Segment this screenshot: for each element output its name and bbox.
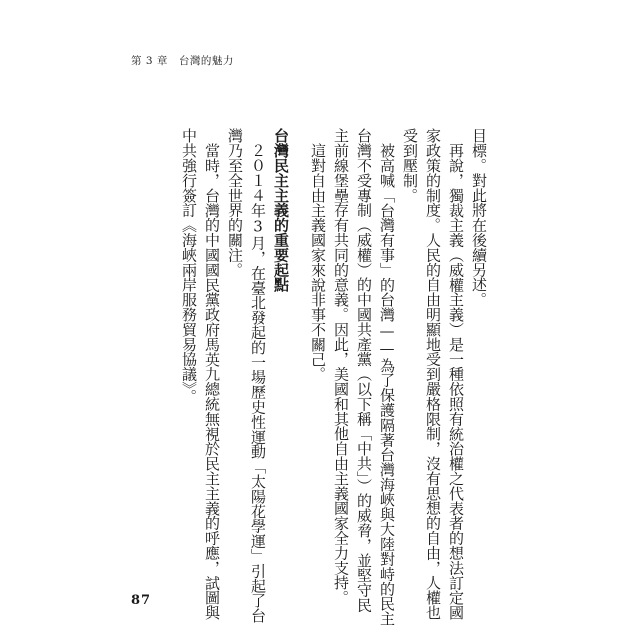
- text-column: 再說，獨裁主義（威權主義）是一種依照有統治權之代表者的想法訂定國: [447, 143, 465, 620]
- running-header: 第 3 章 台灣的魅力: [131, 55, 234, 67]
- text-column: 這對自由主義國家來說非事不關己。: [309, 143, 327, 382]
- section-gap: [292, 128, 306, 568]
- text-column: 目標。對此將在後續另述。: [470, 128, 488, 307]
- text-column: 台灣不受專制（威權）的中國共產黨（以下稱「中共」）的威脅，並堅守民: [355, 128, 373, 613]
- text-column: 中共強行簽訂《海峽兩岸服務貿易協議》。: [180, 128, 198, 404]
- section-heading: 台灣民主主義的重要起點: [272, 128, 290, 292]
- text-column: 受到壓制。: [401, 128, 419, 203]
- body-text: [177, 128, 490, 626]
- text-column: 當時，台灣的中國國民黨政府馬英九總統無視於民主主義的呼應，試圖與: [203, 143, 221, 620]
- page-number: 87: [131, 593, 152, 608]
- text-column: 家政策的制度。人民的自由明顯地受到嚴格限制，沒有思想的自由，人權也: [424, 128, 442, 620]
- text-column: 灣乃至全世界的關注。: [226, 128, 244, 278]
- text-column: ２０１４年3月，在臺北發起的一場歷史性運動「太陽花學運」引起了台: [249, 143, 267, 623]
- text-column: 主前線堡壘存有共同的意義。因此，美國和其他自由主義國家全力支持。: [332, 128, 350, 605]
- text-column: 被高喊「台灣有事」的台灣——為了保護隔著台灣海峽與大陸對峙的民主: [378, 143, 396, 626]
